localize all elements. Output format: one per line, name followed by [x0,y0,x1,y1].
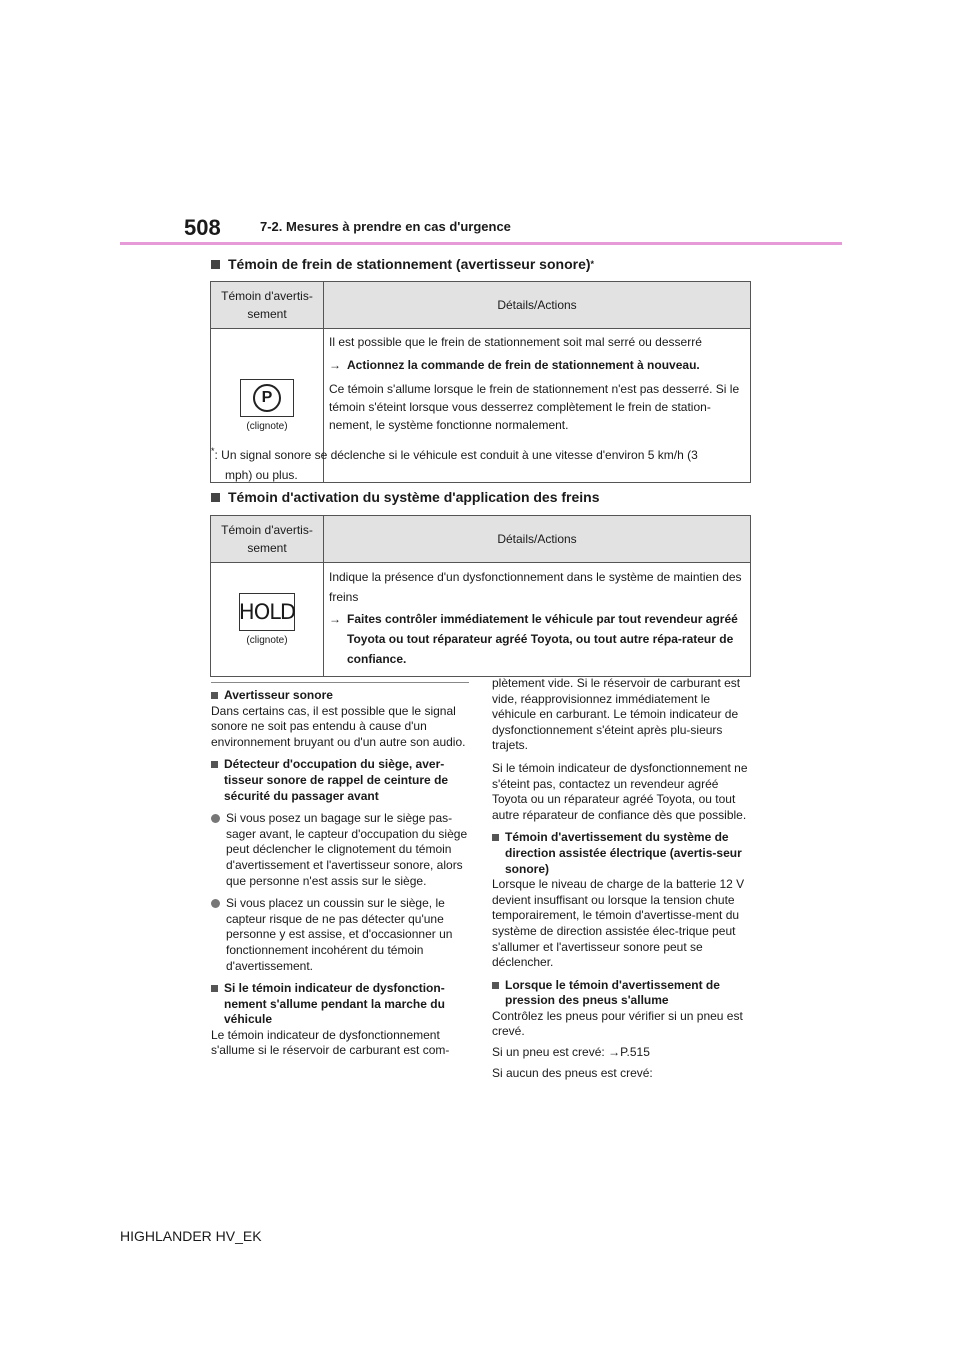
section2-title: Témoin d'activation du système d'application des freins [228,489,600,505]
note-text: Le témoin indicateur de dysfonctionnement s'allume si le réservoir de carburant est com- [211,1027,450,1058]
col-header-warning-light: Témoin d'avertis- sement [211,516,324,563]
square-bullet-icon [492,982,499,989]
col-header-details: Détails/Actions [324,282,751,329]
icon-caption: (clignote) [246,421,288,432]
left-column [211,688,469,1066]
note-title: Détecteur d'occupation du siège, aver-tisseur sonore de rappel de ceinture de sécurité du passager avant [224,757,449,803]
table-header-row [211,516,751,563]
note-title: Lorsque le témoin d'avertissement de pression des pneus s'allume [505,977,720,1008]
icon-cell [211,563,324,677]
note-text: Si le témoin indicateur de dysfonctionnement ne s'éteint pas, contactez un revendeur agréé Toyota ou un réparateur agréé Toyota, ou tout autre réparateur de confiance dès que possible. [492,760,748,822]
detail-text: Indique la présence d'un dysfonctionnement dans le système de maintien des freins [329,570,742,604]
note-item [492,830,750,970]
note-text: Dans certains cas, il est possible que le signal sonore ne soit pas entendu à cause d'un environnement bruyant ou d'un autre son audio. [211,703,466,749]
section2-heading [211,489,600,505]
detail-text: Il est possible que le frein de stationnement soit mal serré ou desserré [329,335,702,349]
section1-title: Témoin de frein de stationnement (avertisseur sonore) [228,256,591,272]
col-header-details: Détails/Actions [324,516,751,563]
page-number: 508 [184,215,221,240]
action-text: Faites contrôler immédiatement le véhicule par tout revendeur agréé Toyota ou tout réparateur agréé Toyota, ou tout autre répa-rateur de confiance. [347,612,738,666]
bullet-item [211,811,469,889]
page-reference-link[interactable]: →P.515 [608,1045,650,1060]
square-bullet-icon [211,761,218,768]
asterisk-marker: * [590,259,595,269]
col-header-warning-light: Témoin d'avertis- sement [211,282,324,329]
action-line [329,356,745,374]
note-title: Avertisseur sonore [224,688,333,702]
bullet-text: Si vous posez un bagage sur le siège pas-sager avant, le capteur d'occupation du siège peut déclencher le clignotement du témoin d'avertissement et l'avertisseur sonore, alors que personne n'est assis sur le siège. [226,811,468,888]
parking-brake-icon: P [240,379,294,417]
brake-hold-table [210,515,751,677]
square-bullet-icon [492,834,499,841]
note-title: Témoin d'avertissement du système de direction assistée électrique (avertis-seur sonore) [505,830,742,876]
header-rule [120,242,842,245]
note-text: Lorsque le niveau de charge de la batterie 12 V devient insuffisant ou lorsque la tension chute temporairement, le témoin d'avertisse-ment du système de direction assistée élec-trique peut s'allumer et l'avertisseur sonore peut se déclencher. [492,877,745,970]
square-bullet-icon [211,692,218,699]
arrow-icon: → [329,612,341,626]
bullet-text: Si vous placez un coussin sur le siège, le capteur risque de ne pas détecter qu'une personne y est assise, et d'occasionner un fonctionnement incohérent du témoin d'avertissement. [226,896,453,973]
bullet-item [211,896,469,974]
note-text: plètement vide. Si le réservoir de carburant est vide, réapprovisionnez immédiatement le véhicule en carburant. Le témoin indicateur de dysfonctionnement s'éteint après plu-sieurs trajets. [492,676,741,753]
footnote [211,441,751,485]
note-text: Contrôlez les pneus pour vérifier si un pneu est crevé. [492,1008,743,1039]
section1-heading [211,256,594,272]
details-cell [324,563,751,677]
note-text: Si aucun des pneus est crevé: [492,1065,653,1080]
square-bullet-icon [211,493,220,502]
note-text: Si un pneu est crevé: →P.515 [492,1045,650,1060]
round-bullet-icon [211,899,220,908]
column-divider [211,682,469,683]
action-line [329,609,745,669]
right-column [492,676,750,1088]
arrow-icon: → [329,358,341,372]
action-text: Actionnez la commande de frein de stationnement à nouveau. [347,358,700,372]
hold-icon: HOLD [239,593,295,631]
round-bullet-icon [211,814,220,823]
note-item [211,688,469,750]
detail-text: Ce témoin s'allume lorsque le frein de stationnement n'est pas desserré. Si le témoin s'éteint lorsque vous desserrez complètement le frein de station-nement, le système fonctionne normalement. [329,382,740,432]
section-header: 7-2. Mesures à prendre en cas d'urgence [260,219,511,234]
table-row [211,563,751,677]
footnote-marker: * [211,446,215,456]
footnote-continuation: mph) ou plus. [225,468,298,482]
square-bullet-icon [211,260,220,269]
icon-caption: (clignote) [246,635,288,646]
note-item [492,978,750,1082]
note-title: Si le témoin indicateur de dysfonction-nement s'allume pendant la marche du véhicule [224,981,445,1027]
note-item [211,981,469,1059]
note-item [211,757,469,804]
table-header-row [211,282,751,329]
footnote-text: : Un signal sonore se déclenche si le véhicule est conduit à une vitesse d'environ 5 km/h (3 [214,448,698,462]
footer-model: HIGHLANDER HV_EK [120,1228,262,1244]
square-bullet-icon [211,985,218,992]
